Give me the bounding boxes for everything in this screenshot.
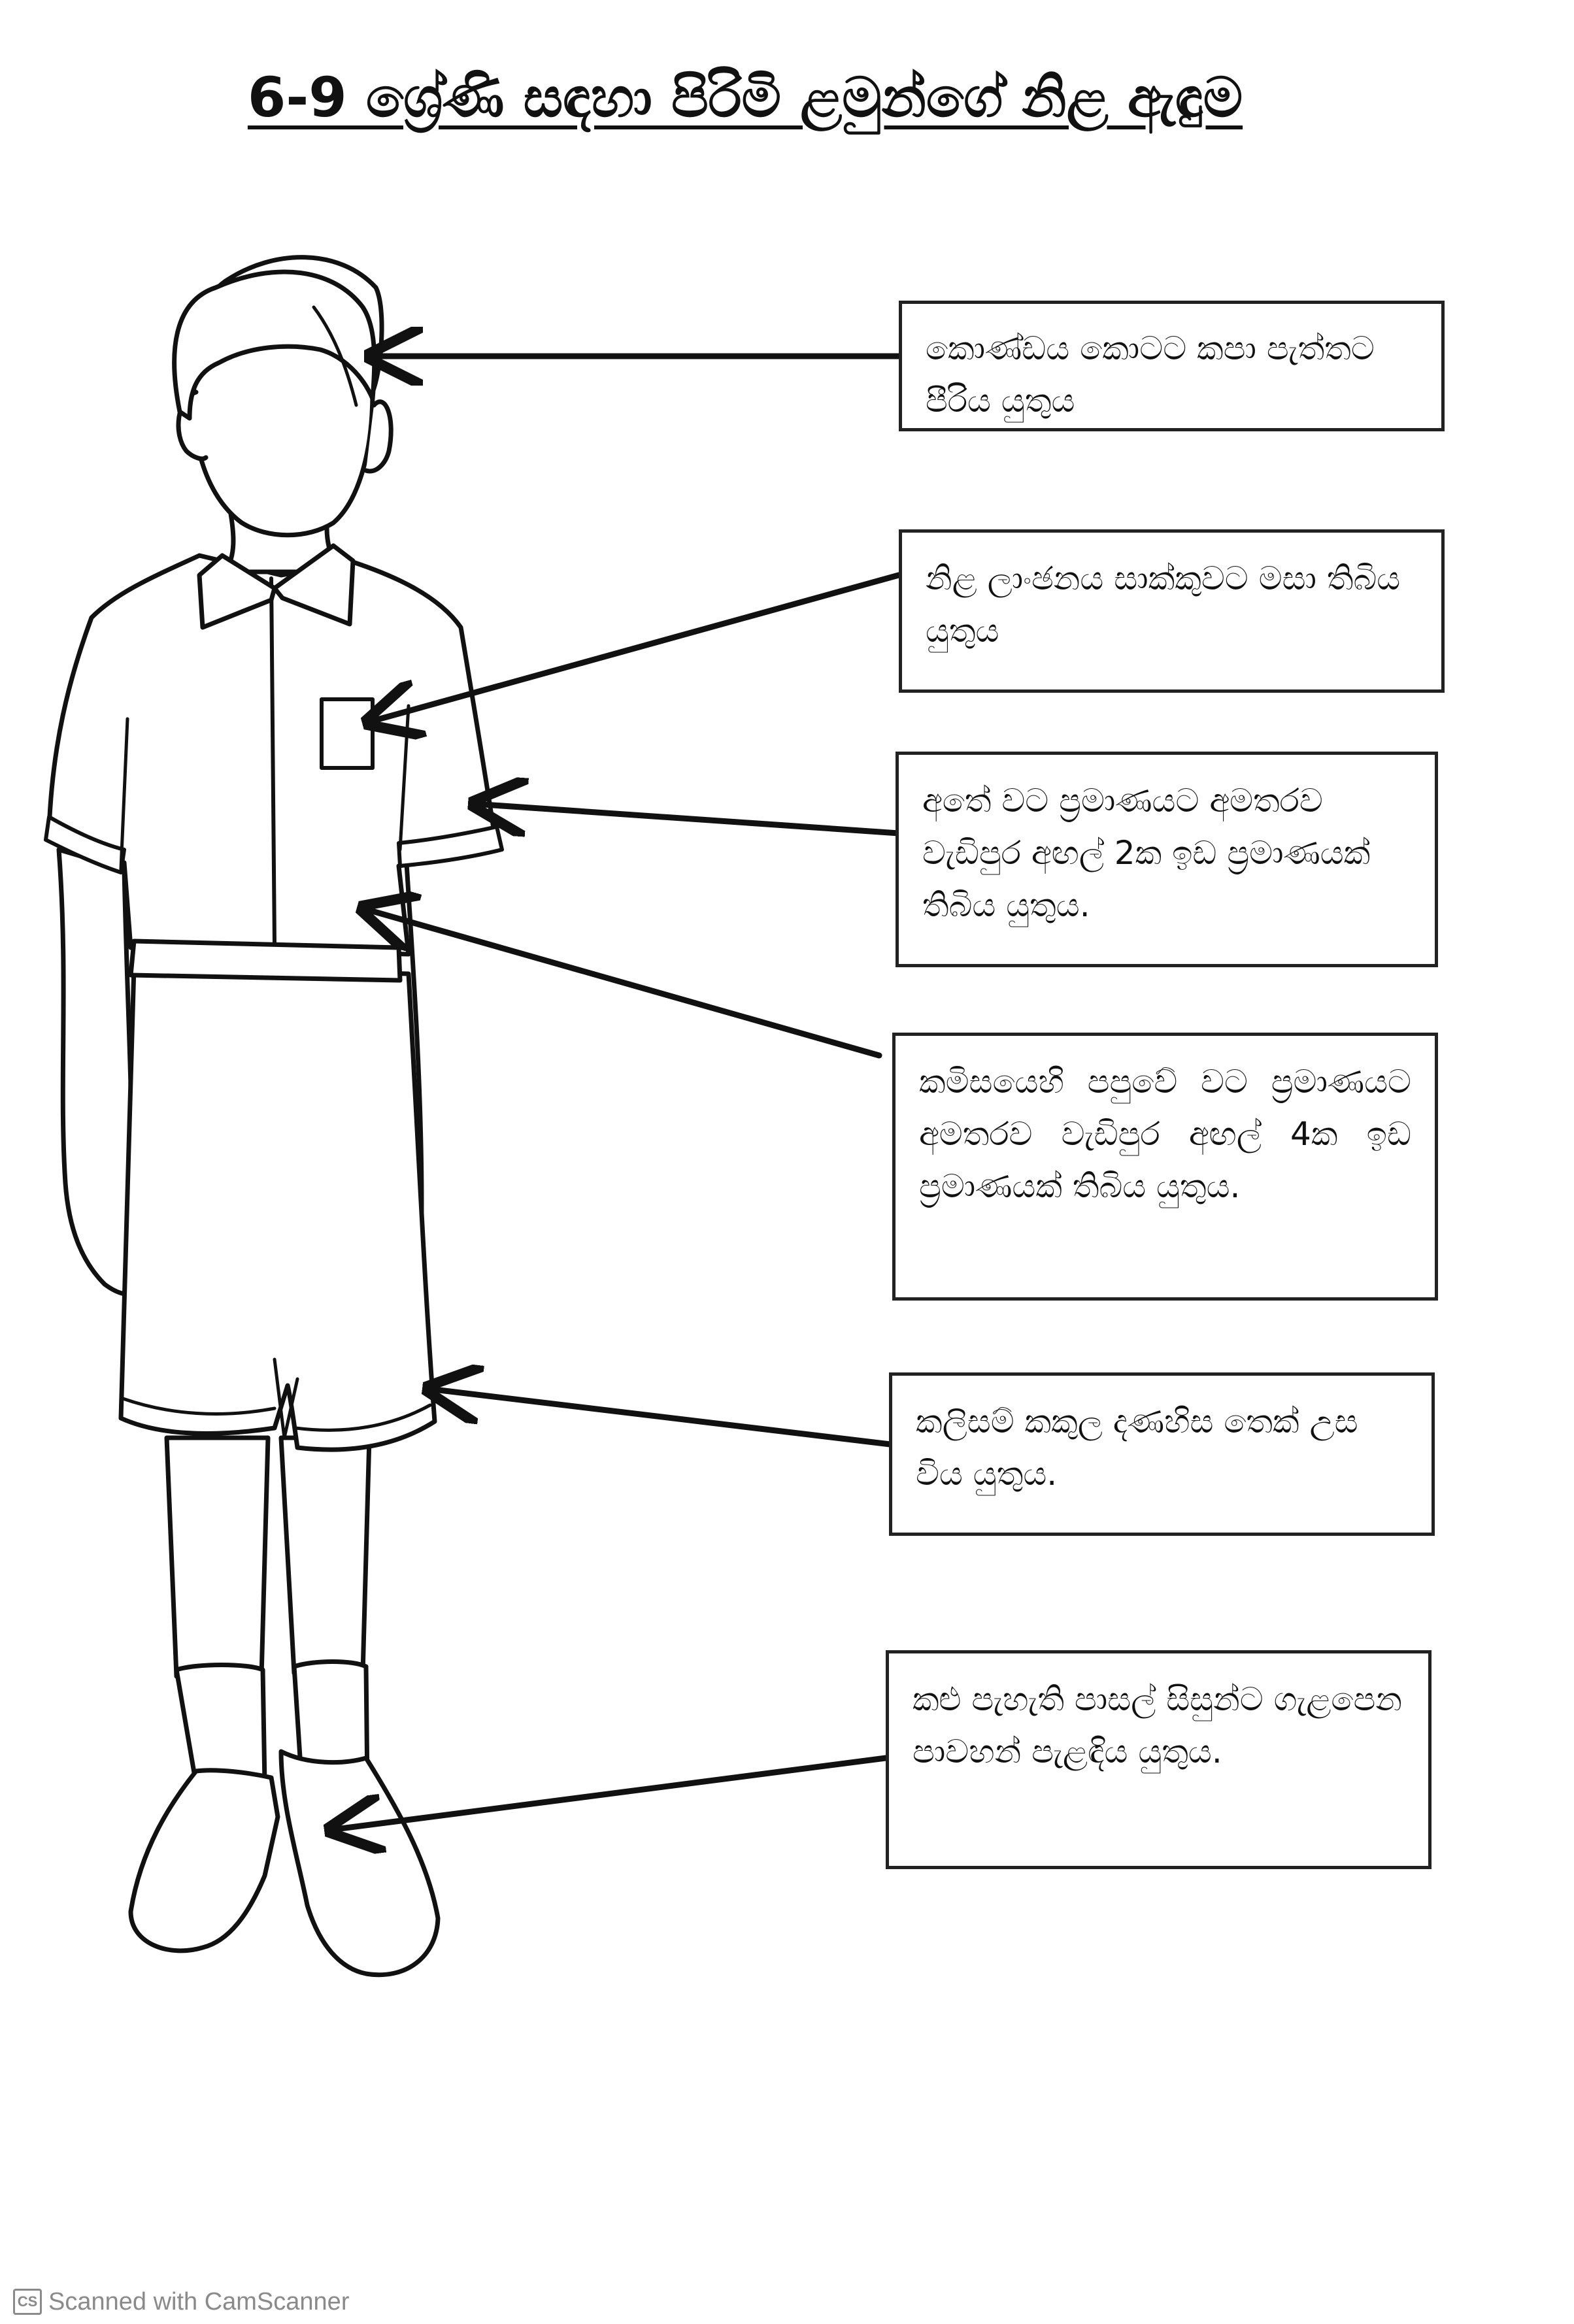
note-hair: කොණ්ඩය කොටට කපා පැත්තට පීරිය යුතුය	[899, 301, 1445, 431]
note-shorts: කලිසම් කකුල දණහිස තෙක් උස විය යුතුය.	[889, 1372, 1435, 1536]
arrow-shoes	[330, 1758, 886, 1830]
left-shoe	[131, 1770, 278, 1951]
note-shoes: කළු පැහැති පාසල් සිසුන්ට ගැළපෙන පාවහන් පැළඳිය යුතුය.	[886, 1650, 1432, 1869]
arrow-shorts	[428, 1389, 890, 1444]
note-shirt: කමිසයෙහි පපුවේ වට ප්‍රමාණයට අමතරව වැඩිපුර අඟල් 4ක ඉඩ ප්‍රමාණයක් තිබිය යුතුය.	[892, 1033, 1438, 1301]
note-sleeve: අතේ වට ප්‍රමාණයට අමතරව වැඩිපුර අඟල් 2ක ඉඩ ප්‍රමාණයක් තිබිය යුතුය.	[896, 752, 1438, 967]
camscanner-logo-icon: CS	[13, 2289, 42, 2315]
page-title: 6-9 ශ්‍රේණි සඳහා පිරිමි ළමුන්ගේ නිළ ඇඳුම	[247, 65, 1243, 129]
arrow-shirt	[363, 908, 879, 1055]
waistband	[131, 941, 400, 980]
watermark-text: Scanned with CamScanner	[48, 2287, 350, 2316]
shirt-pocket	[322, 699, 373, 768]
right-shoe	[281, 1751, 438, 1975]
note-badge: නිළ ලාංඡනය සාක්කුවට මසා තිබිය යුතුය	[899, 529, 1445, 693]
shoes	[131, 1751, 438, 1975]
scanner-watermark	[13, 2289, 349, 2315]
left-arm	[59, 850, 134, 1294]
arrow-sleeve	[474, 804, 899, 833]
